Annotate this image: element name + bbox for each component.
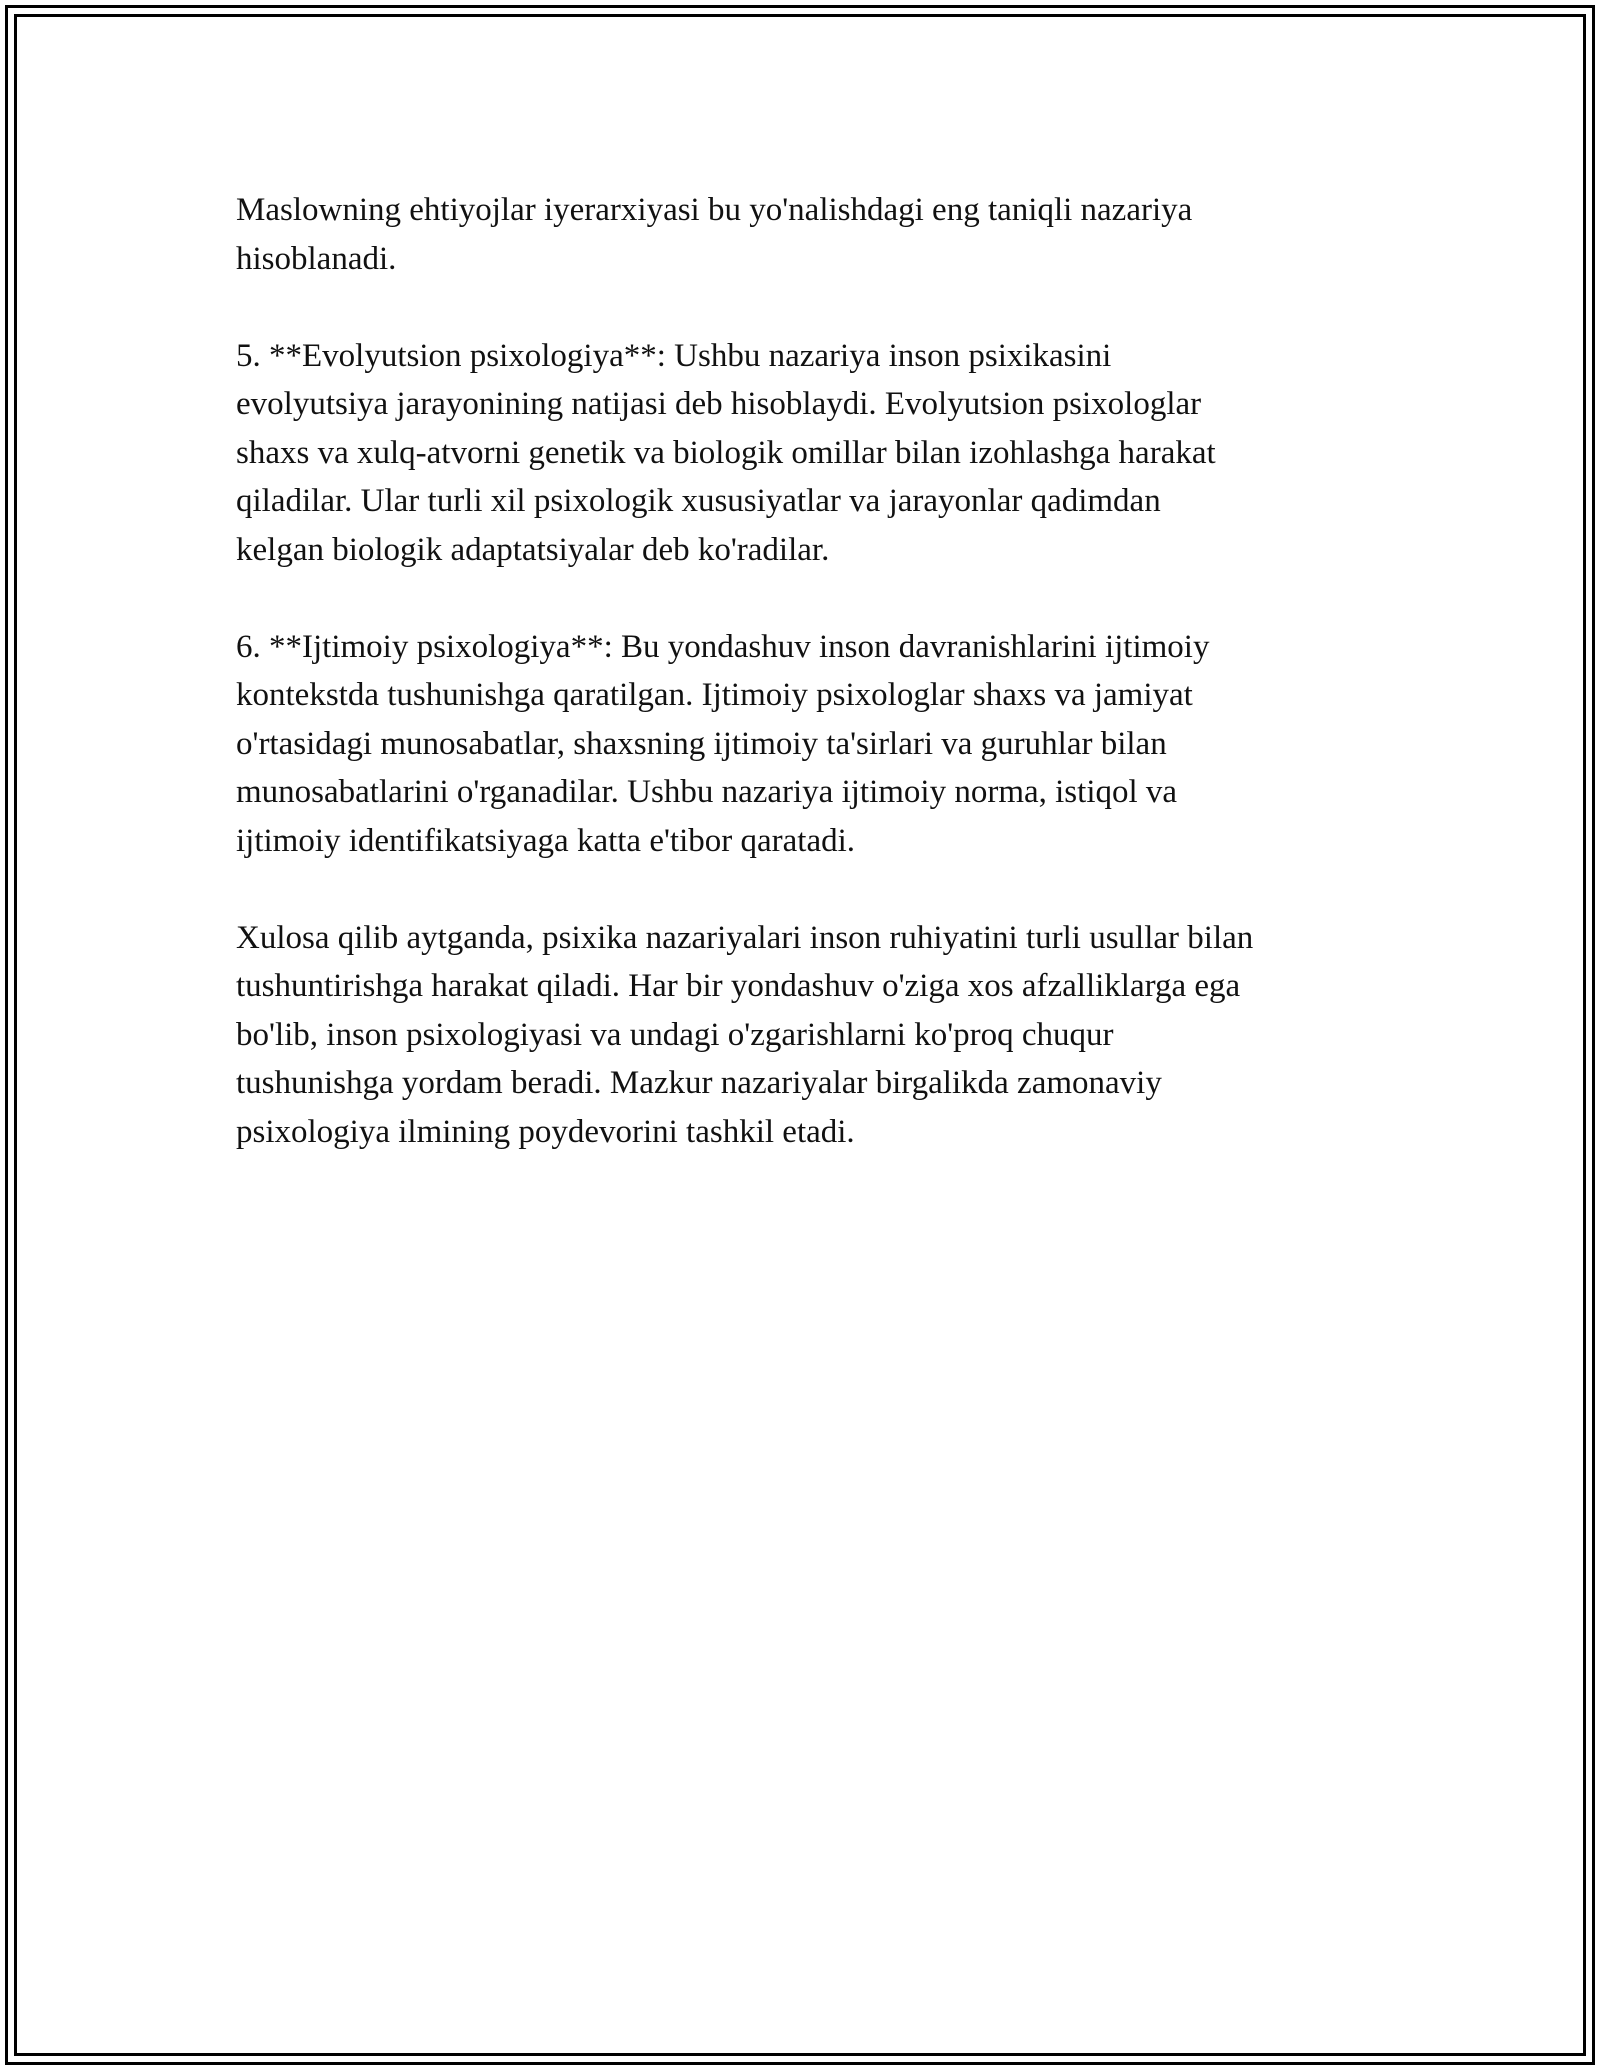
text-line: shaxs va xulq-atvorni genetik va biologik omillar bilan izohlashga harakat xyxy=(236,434,1216,471)
paragraph-maslow xyxy=(236,186,1386,283)
text-line: 5. **Evolyutsion psixologiya**: Ushbu nazariya inson psixikasini xyxy=(236,337,1112,374)
text-line: evolyutsiya jarayonining natijasi deb hisoblaydi. Evolyutsion psixologlar xyxy=(236,386,1202,422)
text-line: Xulosa qilib aytganda, psixika nazariyalari inson ruhiyatini turli usullar bilan xyxy=(236,919,1254,956)
paragraph-social-psychology xyxy=(236,623,1386,866)
paragraph-evolutionary-psychology xyxy=(236,332,1386,575)
text-line: munosabatlarini o'rganadilar. Ushbu nazariya ijtimoiy norma, istiqol va xyxy=(236,774,1178,810)
text-line: bo'lib, inson psixologiyasi va undagi o'zgarishlarni ko'proq chuqur xyxy=(236,1016,1114,1053)
text-line: tushunishga yordam beradi. Mazkur nazariyalar birgalikda zamonaviy xyxy=(236,1065,1162,1101)
paragraph-conclusion xyxy=(236,914,1386,1157)
text-line: ijtimoiy identifikatsiyaga katta e'tibor qaratadi. xyxy=(236,822,856,859)
text-line: o'rtasidagi munosabatlar, shaxsning ijtimoiy ta'sirlari va guruhlar bilan xyxy=(236,725,1167,762)
text-line: kontekstda tushunishga qaratilgan. Ijtimoiy psixologlar shaxs va jamiyat xyxy=(236,677,1193,713)
text-line: hisoblanadi. xyxy=(236,240,397,277)
text-line: Maslowning ehtiyojlar iyerarxiyasi bu yo'nalishdagi eng taniqli nazariya xyxy=(236,192,1193,228)
document-body xyxy=(236,186,1386,1205)
text-line: psixologiya ilmining poydevorini tashkil etadi. xyxy=(236,1113,855,1150)
text-line: qiladilar. Ular turli xil psixologik xususiyatlar va jarayonlar qadimdan xyxy=(236,483,1161,519)
text-line: kelgan biologik adaptatsiyalar deb ko'radilar. xyxy=(236,531,830,568)
text-line: 6. **Ijtimoiy psixologiya**: Bu yondashuv inson davranishlarini ijtimoiy xyxy=(236,628,1210,665)
text-line: tushuntirishga harakat qiladi. Har bir yondashuv o'ziga xos afzalliklarga ega xyxy=(236,968,1241,1004)
